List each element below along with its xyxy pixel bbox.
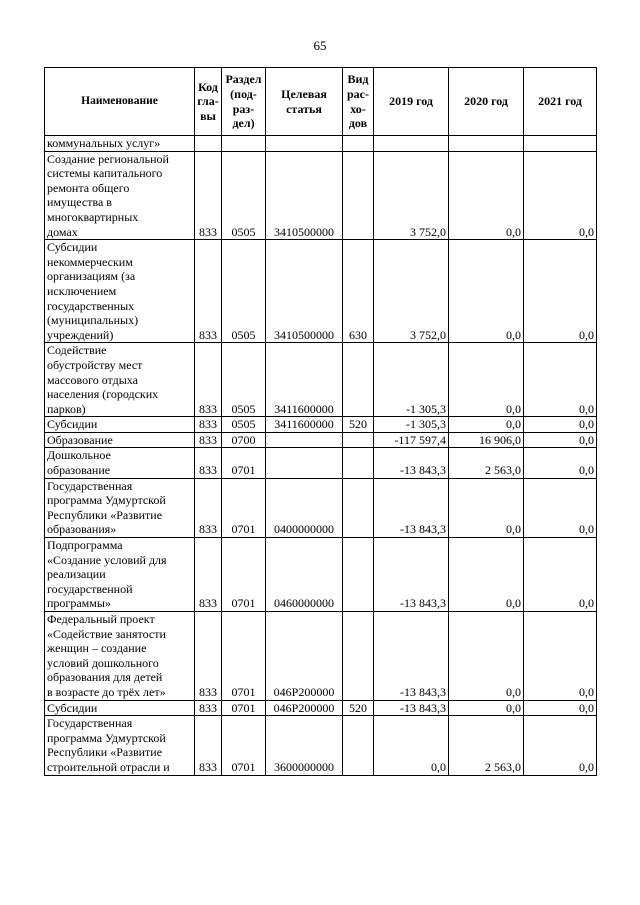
cell-target [266, 448, 343, 478]
table-row [45, 240, 597, 343]
cell-name: Субсидии [45, 700, 195, 716]
cell-expense: 520 [343, 417, 374, 433]
cell-section: 0701 [222, 448, 266, 478]
cell-target: 046P200000 [266, 700, 343, 716]
cell-name: Образование [45, 432, 195, 448]
cell-expense [343, 343, 374, 417]
cell-y2020 [449, 136, 524, 152]
col-header-target: Целевая статья [266, 68, 343, 136]
cell-y2020: 0,0 [449, 417, 524, 433]
cell-y2019 [374, 136, 449, 152]
cell-section: 0701 [222, 700, 266, 716]
cell-section: 0701 [222, 612, 266, 701]
cell-code: 833 [195, 716, 222, 775]
cell-section: 0505 [222, 240, 266, 343]
cell-target: 3410500000 [266, 151, 343, 240]
cell-target: 046P200000 [266, 612, 343, 701]
cell-y2019: -1 305,3 [374, 343, 449, 417]
cell-y2019: -1 305,3 [374, 417, 449, 433]
cell-name: Субсидии [45, 417, 195, 433]
cell-code [195, 136, 222, 152]
cell-y2020: 0,0 [449, 151, 524, 240]
cell-code: 833 [195, 478, 222, 537]
cell-y2019: -117 597,4 [374, 432, 449, 448]
cell-y2020: 0,0 [449, 612, 524, 701]
table-body [45, 136, 597, 776]
cell-name: Содействие обустройству мест массового отдыха населения (городских парков) [45, 343, 195, 417]
table-row [45, 151, 597, 240]
cell-y2021: 0,0 [524, 240, 597, 343]
cell-target: 3411600000 [266, 343, 343, 417]
cell-y2019: 3 752,0 [374, 240, 449, 343]
cell-code: 833 [195, 432, 222, 448]
budget-table [44, 67, 597, 776]
cell-section: 0505 [222, 343, 266, 417]
cell-y2021: 0,0 [524, 151, 597, 240]
col-header-code: Код гла- вы [195, 68, 222, 136]
cell-y2021: 0,0 [524, 417, 597, 433]
table-row [45, 136, 597, 152]
cell-code: 833 [195, 151, 222, 240]
cell-expense [343, 432, 374, 448]
cell-y2021: 0,0 [524, 716, 597, 775]
table-row [45, 343, 597, 417]
cell-code: 833 [195, 538, 222, 612]
cell-y2020: 2 563,0 [449, 716, 524, 775]
cell-code: 833 [195, 343, 222, 417]
cell-code: 833 [195, 448, 222, 478]
cell-code: 833 [195, 417, 222, 433]
cell-y2019: -13 843,3 [374, 612, 449, 701]
cell-y2020: 16 906,0 [449, 432, 524, 448]
cell-y2020: 0,0 [449, 700, 524, 716]
cell-section: 0505 [222, 151, 266, 240]
cell-name: Субсидии некоммерческим организациям (за исключением государственных (муниципальных) учреждений) [45, 240, 195, 343]
col-header-2021: 2021 год [524, 68, 597, 136]
cell-target [266, 136, 343, 152]
cell-name: Государственная программа Удмуртской Республики «Развитие образования» [45, 478, 195, 537]
col-header-2019: 2019 год [374, 68, 449, 136]
cell-y2021 [524, 136, 597, 152]
cell-section: 0505 [222, 417, 266, 433]
cell-expense: 630 [343, 240, 374, 343]
col-header-section: Раздел (под- раз- дел) [222, 68, 266, 136]
cell-section: 0701 [222, 538, 266, 612]
cell-expense [343, 151, 374, 240]
cell-y2021: 0,0 [524, 612, 597, 701]
cell-section: 0700 [222, 432, 266, 448]
cell-expense: 520 [343, 700, 374, 716]
col-header-name: Наименование [45, 68, 195, 136]
table-row [45, 538, 597, 612]
cell-y2020: 0,0 [449, 240, 524, 343]
cell-y2021: 0,0 [524, 432, 597, 448]
cell-name: Создание региональной системы капитального ремонта общего имущества в многоквартирных домах [45, 151, 195, 240]
cell-target: 0460000000 [266, 538, 343, 612]
cell-y2019: 0,0 [374, 716, 449, 775]
cell-y2020: 0,0 [449, 343, 524, 417]
cell-y2021: 0,0 [524, 700, 597, 716]
cell-target: 3410500000 [266, 240, 343, 343]
cell-y2020: 0,0 [449, 478, 524, 537]
table-header-row [45, 68, 597, 136]
cell-code: 833 [195, 700, 222, 716]
table-row [45, 448, 597, 478]
page-number: 65 [313, 38, 327, 53]
cell-y2019: 3 752,0 [374, 151, 449, 240]
cell-section [222, 136, 266, 152]
cell-expense [343, 538, 374, 612]
cell-y2021: 0,0 [524, 343, 597, 417]
cell-target: 3600000000 [266, 716, 343, 775]
cell-expense [343, 612, 374, 701]
cell-code: 833 [195, 240, 222, 343]
cell-name: Подпрограмма «Создание условий для реализации государственной программы» [45, 538, 195, 612]
cell-target: 3411600000 [266, 417, 343, 433]
cell-expense [343, 136, 374, 152]
cell-name: Дошкольное образование [45, 448, 195, 478]
cell-expense [343, 478, 374, 537]
table-row [45, 478, 597, 537]
cell-target: 0400000000 [266, 478, 343, 537]
table-row [45, 716, 597, 775]
cell-target [266, 432, 343, 448]
table-row [45, 612, 597, 701]
cell-section: 0701 [222, 478, 266, 537]
cell-expense [343, 448, 374, 478]
cell-y2021: 0,0 [524, 478, 597, 537]
cell-y2021: 0,0 [524, 538, 597, 612]
table-row [45, 432, 597, 448]
cell-expense [343, 716, 374, 775]
cell-y2019: -13 843,3 [374, 538, 449, 612]
cell-y2021: 0,0 [524, 448, 597, 478]
col-header-expense: Вид рас- хо- дов [343, 68, 374, 136]
cell-y2019: -13 843,3 [374, 448, 449, 478]
table-row [45, 417, 597, 433]
cell-section: 0701 [222, 716, 266, 775]
cell-y2020: 2 563,0 [449, 448, 524, 478]
col-header-2020: 2020 год [449, 68, 524, 136]
cell-y2020: 0,0 [449, 538, 524, 612]
table-row [45, 700, 597, 716]
cell-name: коммунальных услуг» [45, 136, 195, 152]
cell-name: Федеральный проект «Содействие занятости женщин – создание условий дошкольного образования для детей в возрасте до трёх лет» [45, 612, 195, 701]
cell-name: Государственная программа Удмуртской Республики «Развитие строительной отрасли и [45, 716, 195, 775]
cell-y2019: -13 843,3 [374, 478, 449, 537]
cell-code: 833 [195, 612, 222, 701]
cell-y2019: -13 843,3 [374, 700, 449, 716]
